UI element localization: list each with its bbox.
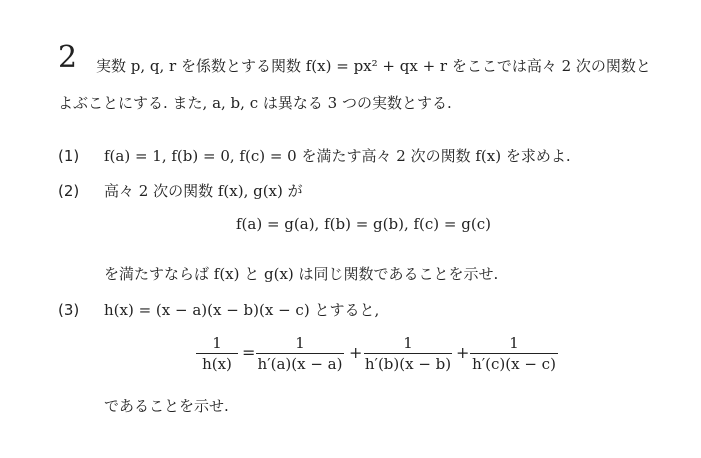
item-3-text: h(x) = (x − a)(x − b)(x − c) とすると, (104, 301, 380, 319)
fraction-term-a (256, 333, 344, 374)
item-1-text: f(a) = 1, f(b) = 0, f(c) = 0 を満たす高々 2 次の関数 f(x) を求めよ. (104, 147, 571, 165)
fraction-lhs (196, 333, 238, 374)
fraction-term-b-denominator: h′(b)(x − b) (364, 355, 452, 373)
plus-sign-1: + (349, 343, 363, 362)
item-3-label: (3) (58, 301, 80, 319)
item-1-label: (1) (58, 147, 80, 165)
item-2-equation: f(a) = g(a), f(b) = g(b), f(c) = g(c) (236, 215, 491, 233)
fraction-term-a-denominator: h′(a)(x − a) (257, 355, 343, 373)
item-2-label: (2) (58, 182, 80, 200)
fraction-lhs-denominator: h(x) (202, 355, 232, 373)
fraction-term-b (364, 333, 452, 374)
item-3-after: であることを示せ. (104, 397, 229, 415)
intro-line-1: 実数 p, q, r を係数とする関数 f(x) = px² + qx + r をここでは高々 2 次の関数と (96, 57, 651, 75)
fraction-term-c-numerator: 1 (509, 334, 519, 352)
equals-sign: = (242, 343, 256, 362)
fraction-term-c-denominator: h′(c)(x − c) (472, 355, 556, 373)
fraction-lhs-numerator: 1 (212, 334, 222, 352)
plus-sign-2: + (456, 343, 470, 362)
item-2-text: 高々 2 次の関数 f(x), g(x) が (104, 182, 303, 200)
intro-line-2: よぶことにする. また, a, b, c は異なる 3 つの実数とする. (58, 94, 452, 112)
item-2-after: を満たすならば f(x) と g(x) は同じ関数であることを示せ. (104, 265, 499, 283)
fraction-term-a-numerator: 1 (295, 334, 305, 352)
fraction-term-c (470, 333, 558, 374)
fraction-term-b-numerator: 1 (403, 334, 413, 352)
problem-number: 2 (58, 40, 78, 75)
